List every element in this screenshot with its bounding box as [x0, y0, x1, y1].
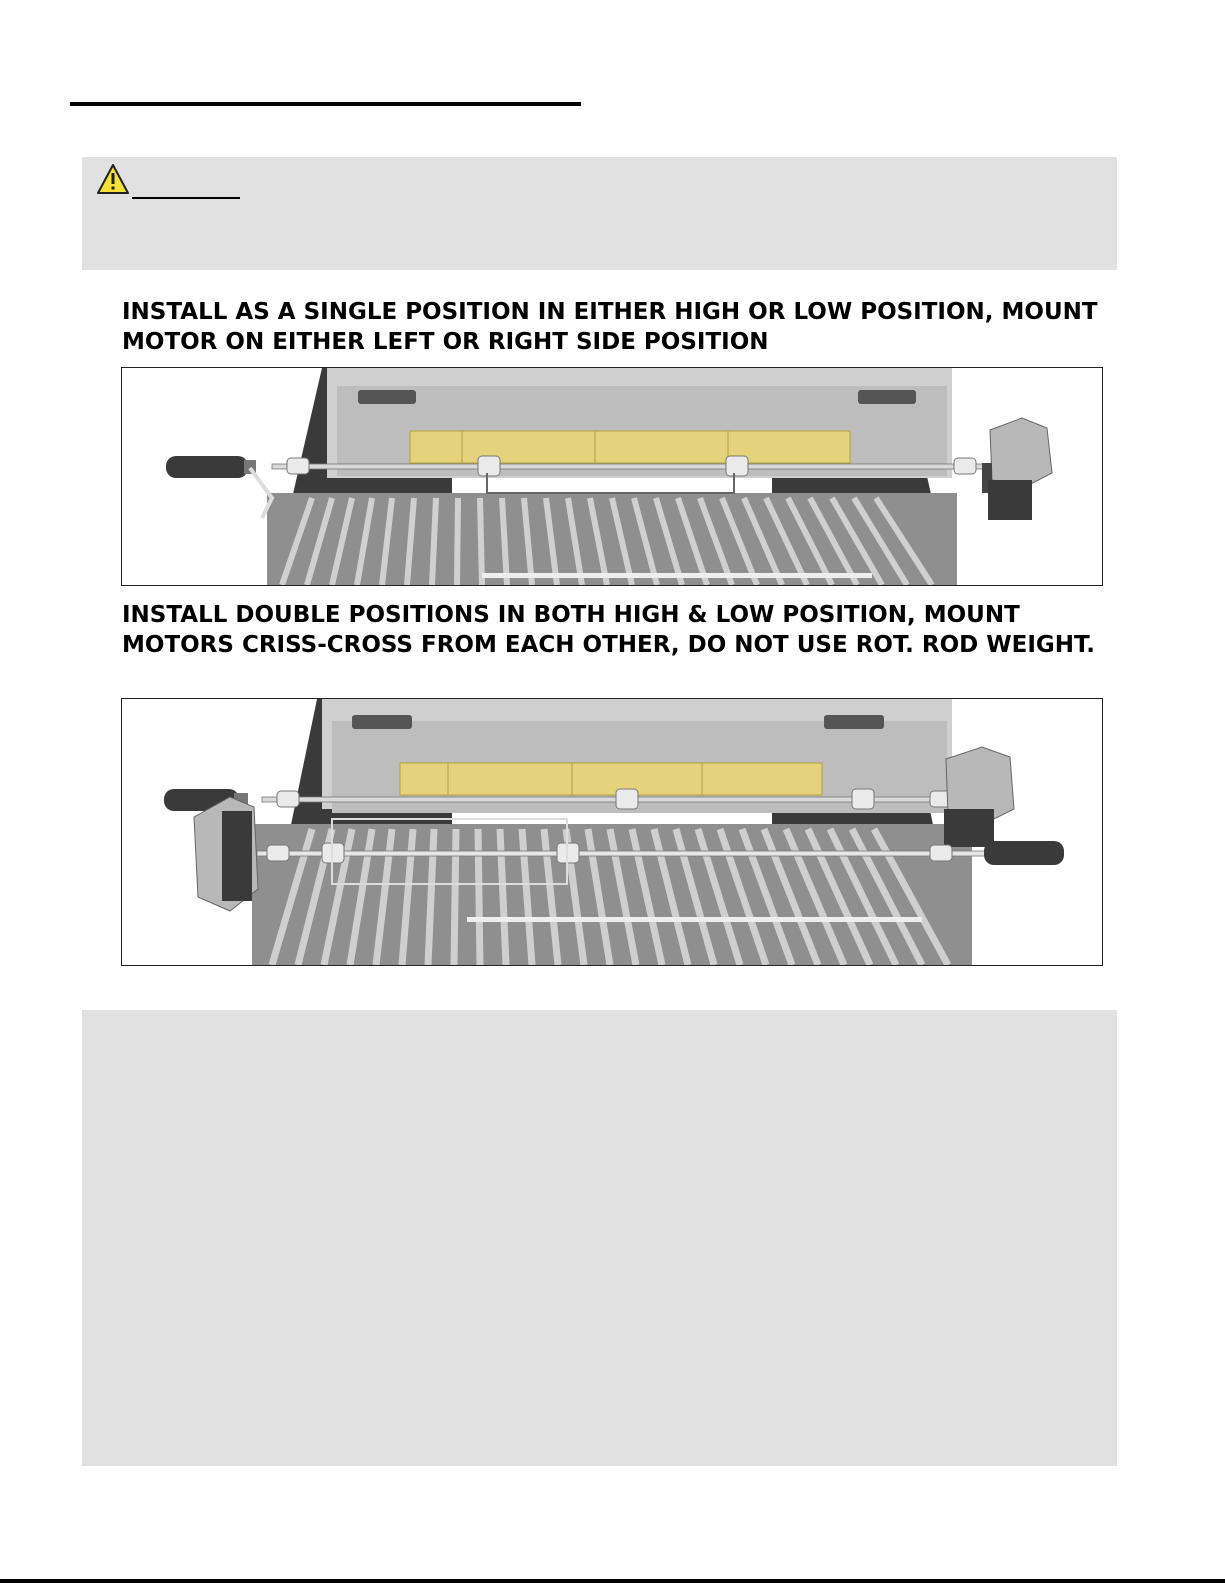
double-position-figure	[121, 698, 1103, 966]
warning-box	[82, 157, 1117, 270]
warning-triangle-icon	[96, 163, 130, 195]
single-position-figure	[121, 367, 1103, 586]
title-underline	[70, 102, 581, 106]
double-position-grill-illustration	[122, 699, 1102, 965]
warning-label-underline	[132, 197, 240, 199]
single-position-grill-illustration	[122, 368, 1102, 585]
double-position-heading: INSTALL DOUBLE POSITIONS IN BOTH HIGH & LOW POSITION, MOUNT MOTORS CRISS-CROSS FROM EACH OTHER, DO NOT USE ROT. ROD WEIGHT.	[122, 602, 1095, 658]
single-position-heading: INSTALL AS A SINGLE POSITION IN EITHER HIGH OR LOW POSITION, MOUNT MOTOR ON EITHER LEFT OR RIGHT SIDE POSITION	[122, 299, 1098, 355]
note-box	[82, 1010, 1117, 1466]
footer-rule	[0, 1579, 1225, 1583]
